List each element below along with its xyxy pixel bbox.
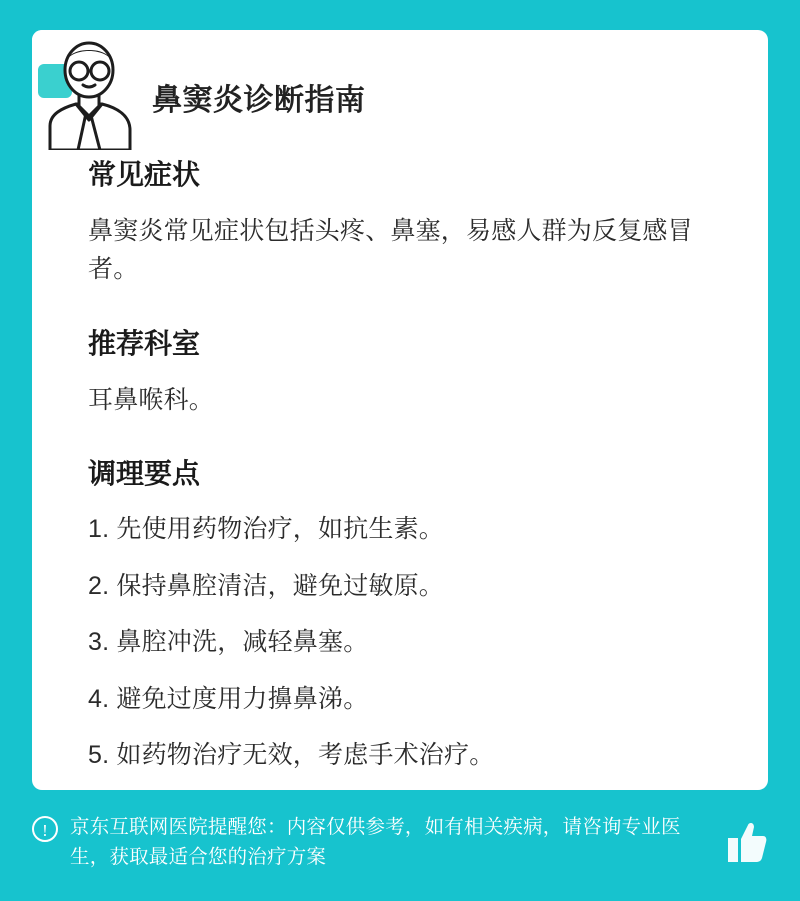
section-heading: 推荐科室 [88, 328, 201, 360]
section-care-points [88, 457, 728, 774]
list-item: 2. 保持鼻腔清洁，避免过敏原。 [88, 571, 444, 600]
list-item: 5. 如药物治疗无效，考虑手术治疗。 [88, 741, 495, 770]
section-paragraph: 鼻窦炎常见症状包括头疼、鼻塞，易感人群为反复感冒者。 [88, 216, 693, 284]
list-item: 4. 避免过度用力擤鼻涕。 [88, 684, 369, 713]
info-icon: ! [32, 816, 58, 842]
section-recommended-department [88, 327, 728, 419]
guide-card [32, 30, 768, 790]
section-paragraph: 耳鼻喉科。 [88, 385, 215, 414]
list-item: 1. 先使用药物治疗，如抗生素。 [88, 515, 444, 544]
section-heading: 调理要点 [88, 458, 201, 490]
guide-content [88, 158, 728, 775]
footer-disclaimer [32, 812, 768, 872]
list-item: 3. 鼻腔冲洗，减轻鼻塞。 [88, 628, 369, 657]
care-steps-list [88, 511, 728, 775]
doctor-avatar-icon [32, 30, 152, 150]
page-title: 鼻窦炎诊断指南 [152, 84, 366, 117]
disclaimer-text: 京东互联网医院提醒您：内容仅供参考，如有相关疾病，请咨询专业医生，获取最适合您的治疗方案 [70, 816, 681, 869]
thumbs-up-icon[interactable] [724, 818, 768, 866]
section-heading: 常见症状 [88, 159, 201, 190]
section-common-symptoms [88, 158, 728, 289]
